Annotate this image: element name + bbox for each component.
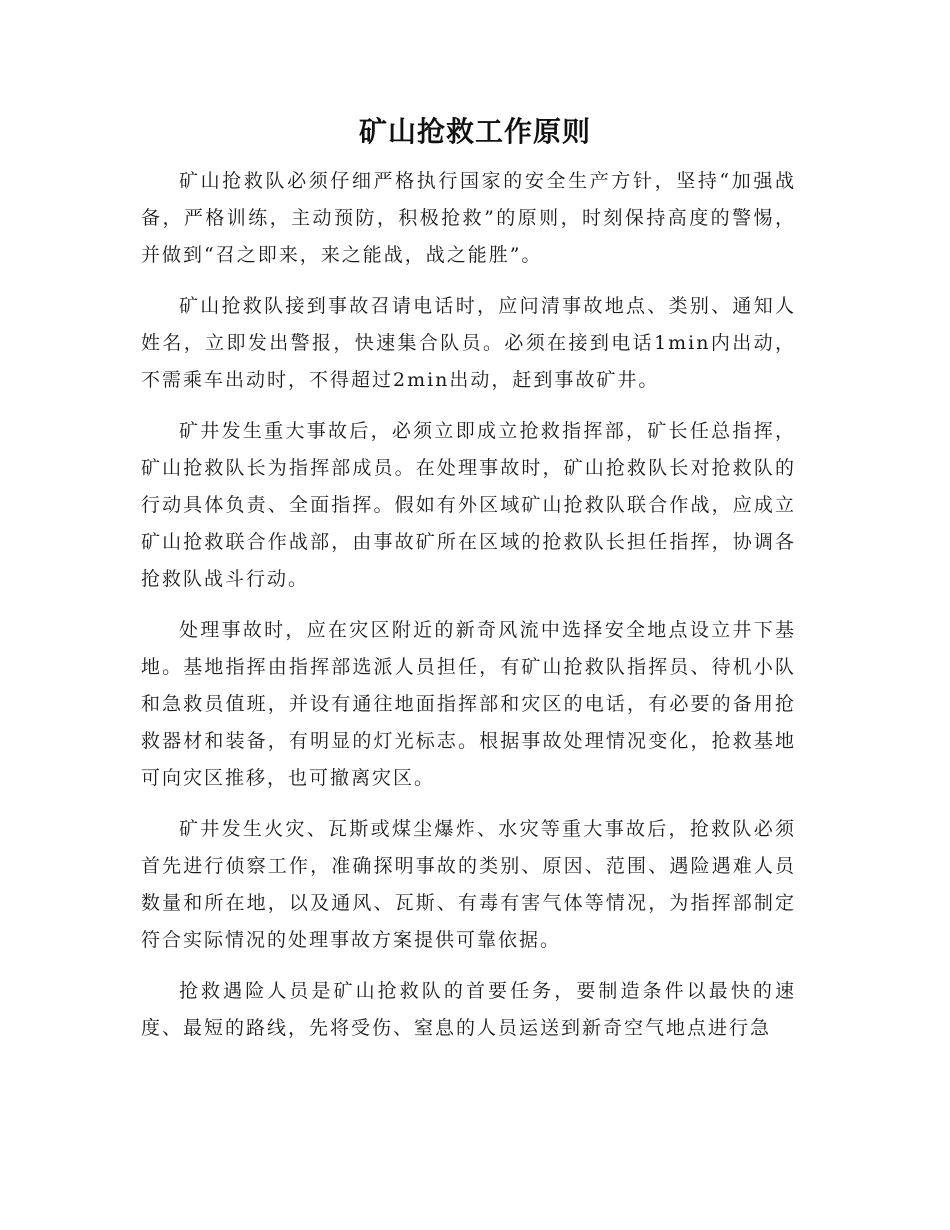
paragraph-1: 矿山抢救队必须仔细严格执行国家的安全生产方针，坚持“加强战备，严格训练，主动预防，积极抢救”的原则，时刻保持高度的警惕，并做到“召之即来，来之能战，战之能胜”。 [141, 170, 796, 266]
document-title: 矿山抢救工作原则 [358, 115, 591, 148]
paragraph-2: 矿山抢救队接到事故召请电话时，应问清事故地点、类别、通知人姓名，立即发出警报，快速集合队员。必须在接到电话1min内出动，不需乘车出动时，不得超过2min出动，赶到事故矿井。 [141, 295, 796, 391]
paragraph-6: 抢救遇险人员是矿山抢救队的首要任务，要制造条件以最快的速度、最短的路线，先将受伤、窒息的人员运送到新奇空气地点进行急 [141, 980, 796, 1039]
paragraph-3: 矿井发生重大事故后，必须立即成立抢救指挥部，矿长任总指挥，矿山抢救队长为指挥部成员。在处理事故时，矿山抢救队长对抢救队的行动具体负责、全面指挥。假如有外区域矿山抢救队联合作战，应成立矿山抢救联合作战部，由事故矿所在区域的抢救队长担任指挥，协调各抢救队战斗行动。 [141, 420, 796, 590]
document-body [141, 163, 796, 1061]
paragraph-4: 处理事故时，应在灾区附近的新奇风流中选择安全地点设立井下基地。基地指挥由指挥部选派人员担任，有矿山抢救队指挥员、待机小队和急救员值班，并设有通往地面指挥部和灾区的电话，有必要的备用抢救器材和装备，有明显的灯光标志。根据事故处理情况变化，抢救基地可向灾区推移，也可撤离灾区。 [141, 619, 796, 789]
paragraph-5: 矿井发生火灾、瓦斯或煤尘爆炸、水灾等重大事故后，抢救队必须首先进行侦察工作，准确探明事故的类别、原因、范围、遇险遇难人员数量和所在地，以及通风、瓦斯、有毒有害气体等情况，为指挥部制定符合实际情况的处理事故方案提供可靠依据。 [141, 818, 796, 951]
